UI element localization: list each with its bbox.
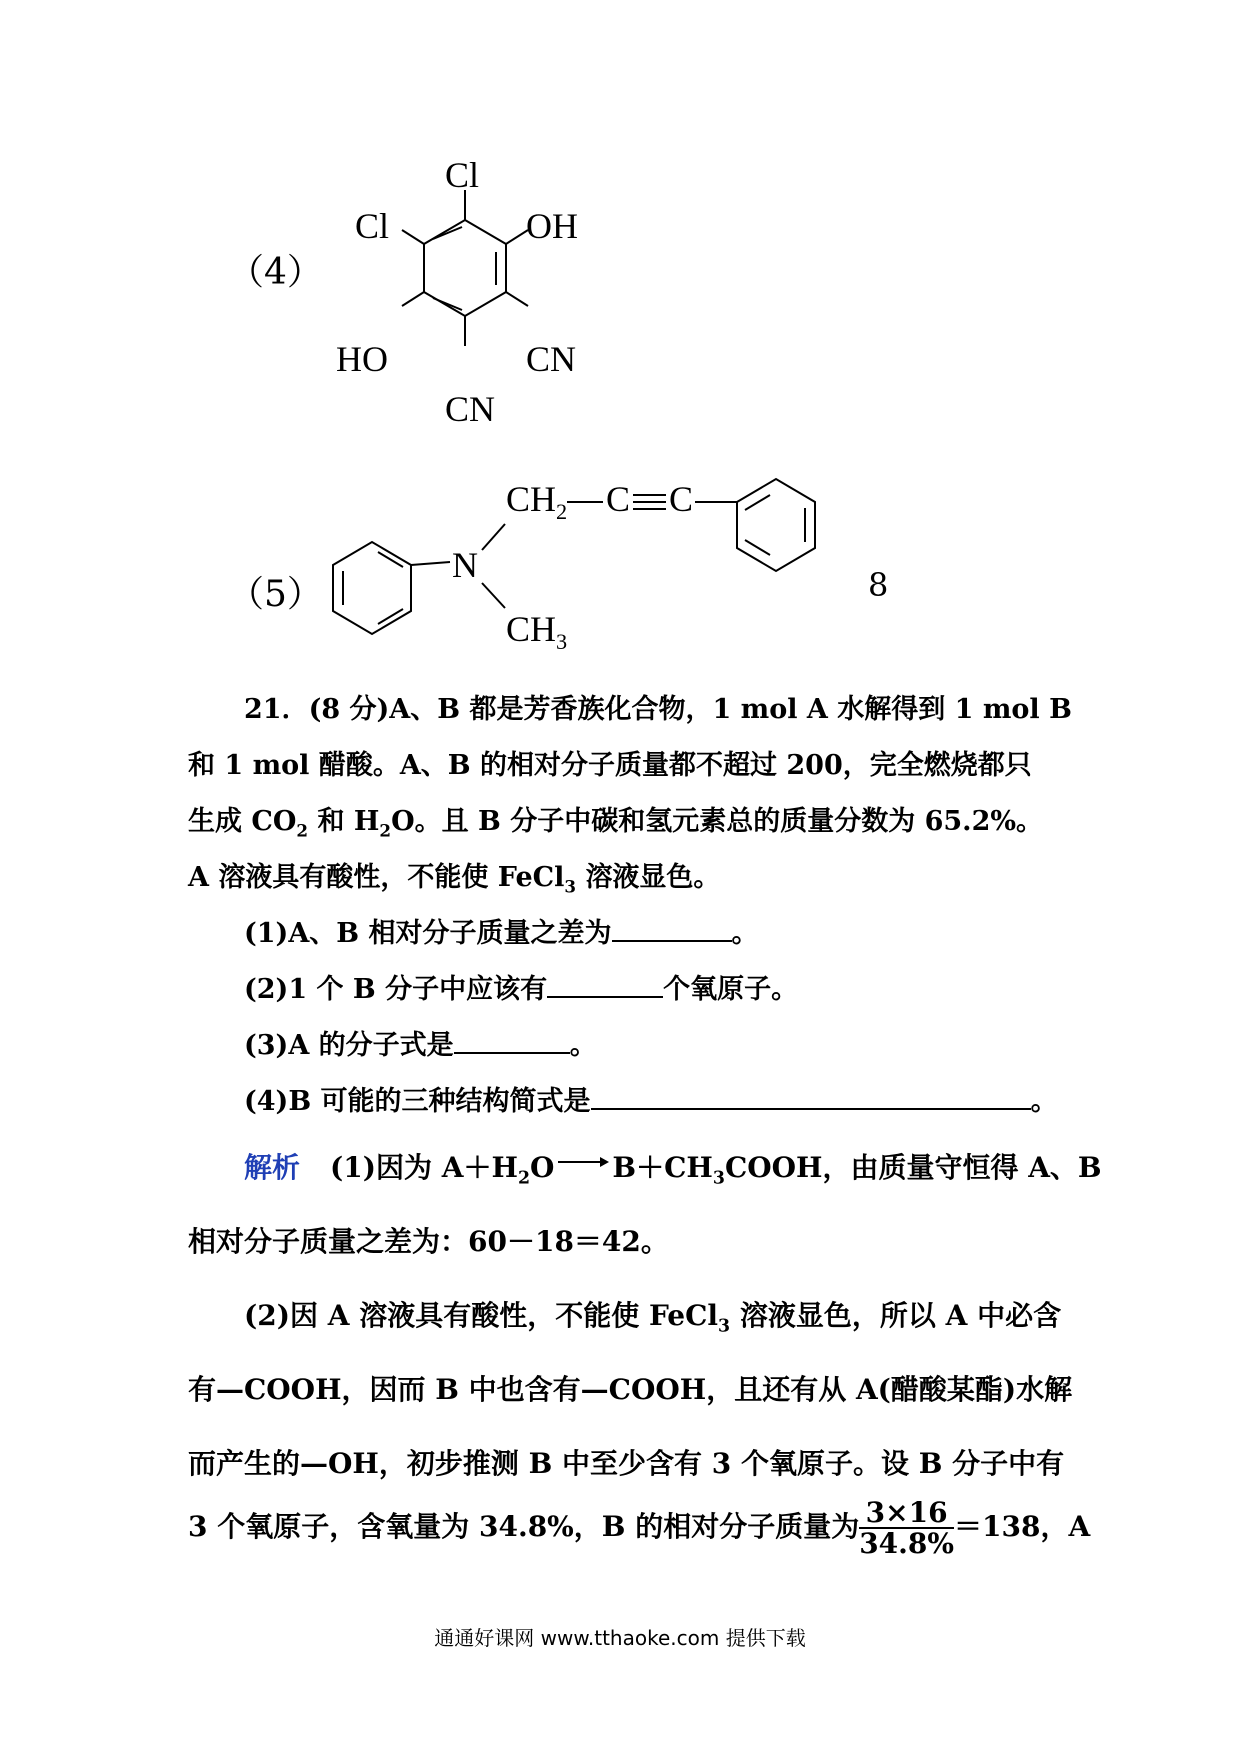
atom-cn-bottom: CN [445,389,496,429]
solution-line2: 相对分子质量之差为：60－18＝42。 [188,1225,669,1258]
atom-n: N [452,545,478,585]
reaction-arrow-icon [556,1143,610,1176]
atom-cl-top: Cl [445,155,480,195]
question-21-line3: 生成 $CO_2$ 和 $H_2O$。且 B 分子中碳和氢元素总的质量分数为 65.2%。 [188,806,1044,841]
sub-question-3: (3)A 的分子式是 。 [244,1018,1124,1074]
structure-4-bonds [0,0,1240,460]
fraction: $\frac{3\times 16}{34.8\%}$ [859,1496,955,1561]
page-footer: 通通好课网 www.tthaoke.com 提供下载 [434,1626,806,1650]
solution-line4: 有—COOH，因而 B 中也含有—COOH，且还有从 A(醋酸某酯)水解 [188,1373,1073,1406]
atom-cl-left: Cl [355,206,390,246]
atom-oh-right: OH [526,206,578,246]
atom-c1: C [606,479,631,519]
sub-question-2: (2)1 个 B 分子中应该有 个氧原子。 [244,962,1124,1018]
solution-label: 解析 [244,1151,301,1184]
answer-blank-3[interactable] [454,1026,570,1054]
atom-c2: C [669,479,694,519]
answer-blank-1[interactable] [612,914,732,942]
structure-5-bonds [0,440,1240,680]
sub-question-4: (4)B 可能的三种结构简式是 。 [244,1074,1124,1130]
question-21-line2: 和 1 mol 醋酸。A、B 的相对分子质量都不超过 200，完全燃烧都只 [188,750,1032,781]
solution-line5: 而产生的—OH，初步推测 B 中至少含有 3 个氧原子。设 B 分子中有 [188,1447,1065,1480]
structure-4-label: （4） [228,252,323,293]
question-21-line4: A 溶液具有酸性，不能使 FeCl$_3$ 溶液显色。 [188,862,721,897]
answer-blank-2[interactable] [547,970,663,998]
atom-cn-right: CN [526,339,577,379]
question-21-line1: 21．(8 分)A、B 都是芳香族化合物，1 mol A 水解得到 1 mol B [244,694,1072,725]
atom-ch2: $CH_2$ [506,479,568,525]
solution-line3: (2)因 A 溶液具有酸性，不能使 FeCl$_3$ 溶液显色，所以 A 中必含 [244,1299,1062,1337]
answer-blank-4[interactable] [591,1082,1031,1110]
structure-5-answer: 8 [868,566,889,604]
structure-5-label: （5） [228,574,323,615]
atom-ho-left: HO [336,339,388,379]
sub-question-1: (1)A、B 相对分子质量之差为 。 [244,906,1124,962]
solution-line1: 解析 (1)因为 $A+H_2O$ $B+CH_3COOH$，由质量守恒得 A、B [244,1146,1102,1189]
solution-line6: 3 个氧原子，含氧量为 34.8%，B 的相对分子质量为 $\frac{3\times 16}{34.8\%}$ ＝138，A [188,1496,1091,1561]
atom-ch3: $CH_3$ [506,609,568,655]
